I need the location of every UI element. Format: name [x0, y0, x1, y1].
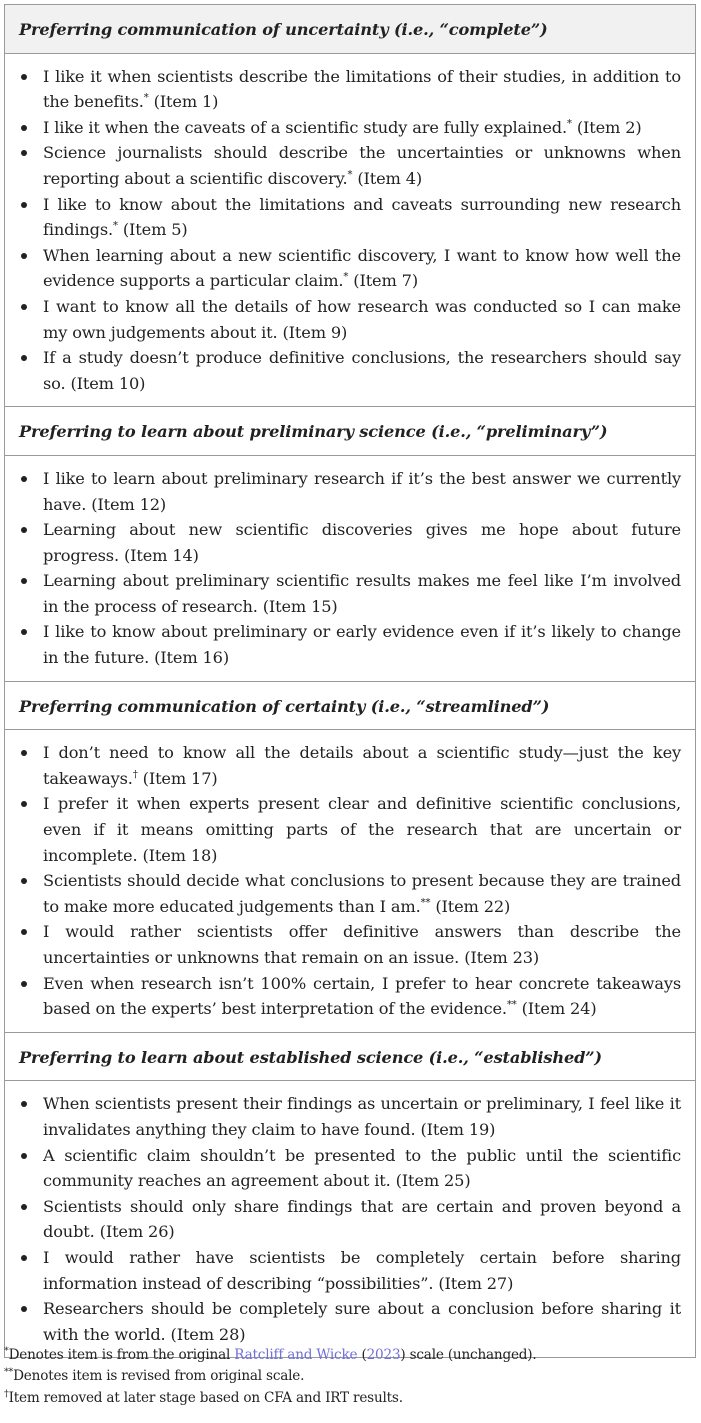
footnote-revised-item: **Denotes item is revised from original scale.	[4, 1366, 305, 1385]
table-section-preliminary	[5, 406, 695, 680]
list-item: A scientific claim shouldn’t be presented to the public until the scientific community reaches an agreement about it. (Item 25)	[19, 1143, 681, 1194]
item-list	[5, 1081, 695, 1357]
item-list	[5, 456, 695, 681]
table-footnotes	[4, 1345, 696, 1409]
table-section-established	[5, 1032, 695, 1358]
list-item: Science journalists should describe the uncertainties or unknowns when reporting about a scientific discovery.* (Item 4)	[19, 140, 681, 191]
bullet-icon	[21, 253, 27, 259]
list-item: Learning about new scientific discoveries gives me hope about future progress. (Item 14)	[19, 517, 681, 568]
footnote-original-item: *Denotes item is from the original Ratcliff and Wicke (2023) scale (unchanged).	[4, 1345, 537, 1363]
list-item: I would rather scientists offer definitive answers than describe the uncertainties or unknowns that remain on an issue. (Item 23)	[19, 919, 681, 970]
list-item: If a study doesn’t produce definitive conclusions, the researchers should say so. (Item 10)	[19, 345, 681, 396]
bullet-icon	[21, 476, 27, 482]
list-item: I prefer it when experts present clear and definitive scientific conclusions, even if it means omitting parts of the research that are uncertain or incomplete. (Item 18)	[19, 791, 681, 868]
list-item: Researchers should be completely sure about a conclusion before sharing it with the world. (Item 28)	[19, 1296, 681, 1347]
bullet-icon	[21, 1255, 27, 1261]
footnote-removed-item: †Item removed at later stage based on CFA and IRT results.	[4, 1388, 403, 1406]
table-section-streamlined	[5, 681, 695, 1032]
section-header: Preferring to learn about established science (i.e., “established”)	[5, 1033, 695, 1082]
bullet-icon	[21, 878, 27, 884]
bullet-icon	[21, 304, 27, 310]
bullet-icon	[21, 1153, 27, 1159]
citation-link-authors[interactable]: Ratcliff and Wicke	[234, 1347, 358, 1363]
bullet-icon	[21, 527, 27, 533]
list-item: Scientists should only share findings that are certain and proven beyond a doubt. (Item 26)	[19, 1194, 681, 1245]
section-header: Preferring to learn about preliminary science (i.e., “preliminary”)	[5, 407, 695, 456]
bullet-icon	[21, 629, 27, 635]
list-item: I like it when the caveats of a scientific study are fully explained.* (Item 2)	[19, 115, 681, 141]
bullet-icon	[21, 801, 27, 807]
list-item: When scientists present their findings as uncertain or preliminary, I feel like it invalidates anything they claim to have found. (Item 19)	[19, 1091, 681, 1142]
bullet-icon	[21, 1101, 27, 1107]
bullet-icon	[21, 125, 27, 131]
list-item: I like it when scientists describe the limitations of their studies, in addition to the benefits.* (Item 1)	[19, 64, 681, 115]
list-item: When learning about a new scientific discovery, I want to know how well the evidence supports a particular claim.* (Item 7)	[19, 243, 681, 294]
list-item: Learning about preliminary scientific results makes me feel like I’m involved in the process of research. (Item 15)	[19, 568, 681, 619]
table-section-complete	[5, 5, 695, 406]
item-list	[5, 54, 695, 407]
list-item: I like to know about preliminary or early evidence even if it’s likely to change in the future. (Item 16)	[19, 619, 681, 670]
bullet-icon	[21, 981, 27, 987]
bullet-icon	[21, 750, 27, 756]
section-header: Preferring communication of certainty (i.e., “streamlined”)	[5, 682, 695, 731]
list-item: I like to learn about preliminary research if it’s the best answer we currently have. (Item 12)	[19, 466, 681, 517]
bullet-icon	[21, 355, 27, 361]
list-item: I don’t need to know all the details about a scientific study—just the key takeaways.† (Item 17)	[19, 740, 681, 791]
citation-link-year[interactable]: 2023	[366, 1347, 401, 1363]
list-item: I like to know about the limitations and caveats surrounding new research findings.* (Item 5)	[19, 192, 681, 243]
section-header: Preferring communication of uncertainty (i.e., “complete”)	[5, 5, 695, 54]
bullet-icon	[21, 578, 27, 584]
list-item: Scientists should decide what conclusions to present because they are trained to make more educated judgements than I am.** (Item 22)	[19, 868, 681, 919]
survey-items-table	[4, 4, 696, 1358]
list-item: I would rather have scientists be completely certain before sharing information instead of describing “possibilities”. (Item 27)	[19, 1245, 681, 1296]
bullet-icon	[21, 74, 27, 80]
bullet-icon	[21, 1204, 27, 1210]
bullet-icon	[21, 1306, 27, 1312]
bullet-icon	[21, 202, 27, 208]
item-list	[5, 730, 695, 1032]
list-item: Even when research isn’t 100% certain, I prefer to hear concrete takeaways based on the experts’ best interpretation of the evidence.** (Item 24)	[19, 971, 681, 1022]
bullet-icon	[21, 150, 27, 156]
bullet-icon	[21, 929, 27, 935]
list-item: I want to know all the details of how research was conducted so I can make my own judgements about it. (Item 9)	[19, 294, 681, 345]
